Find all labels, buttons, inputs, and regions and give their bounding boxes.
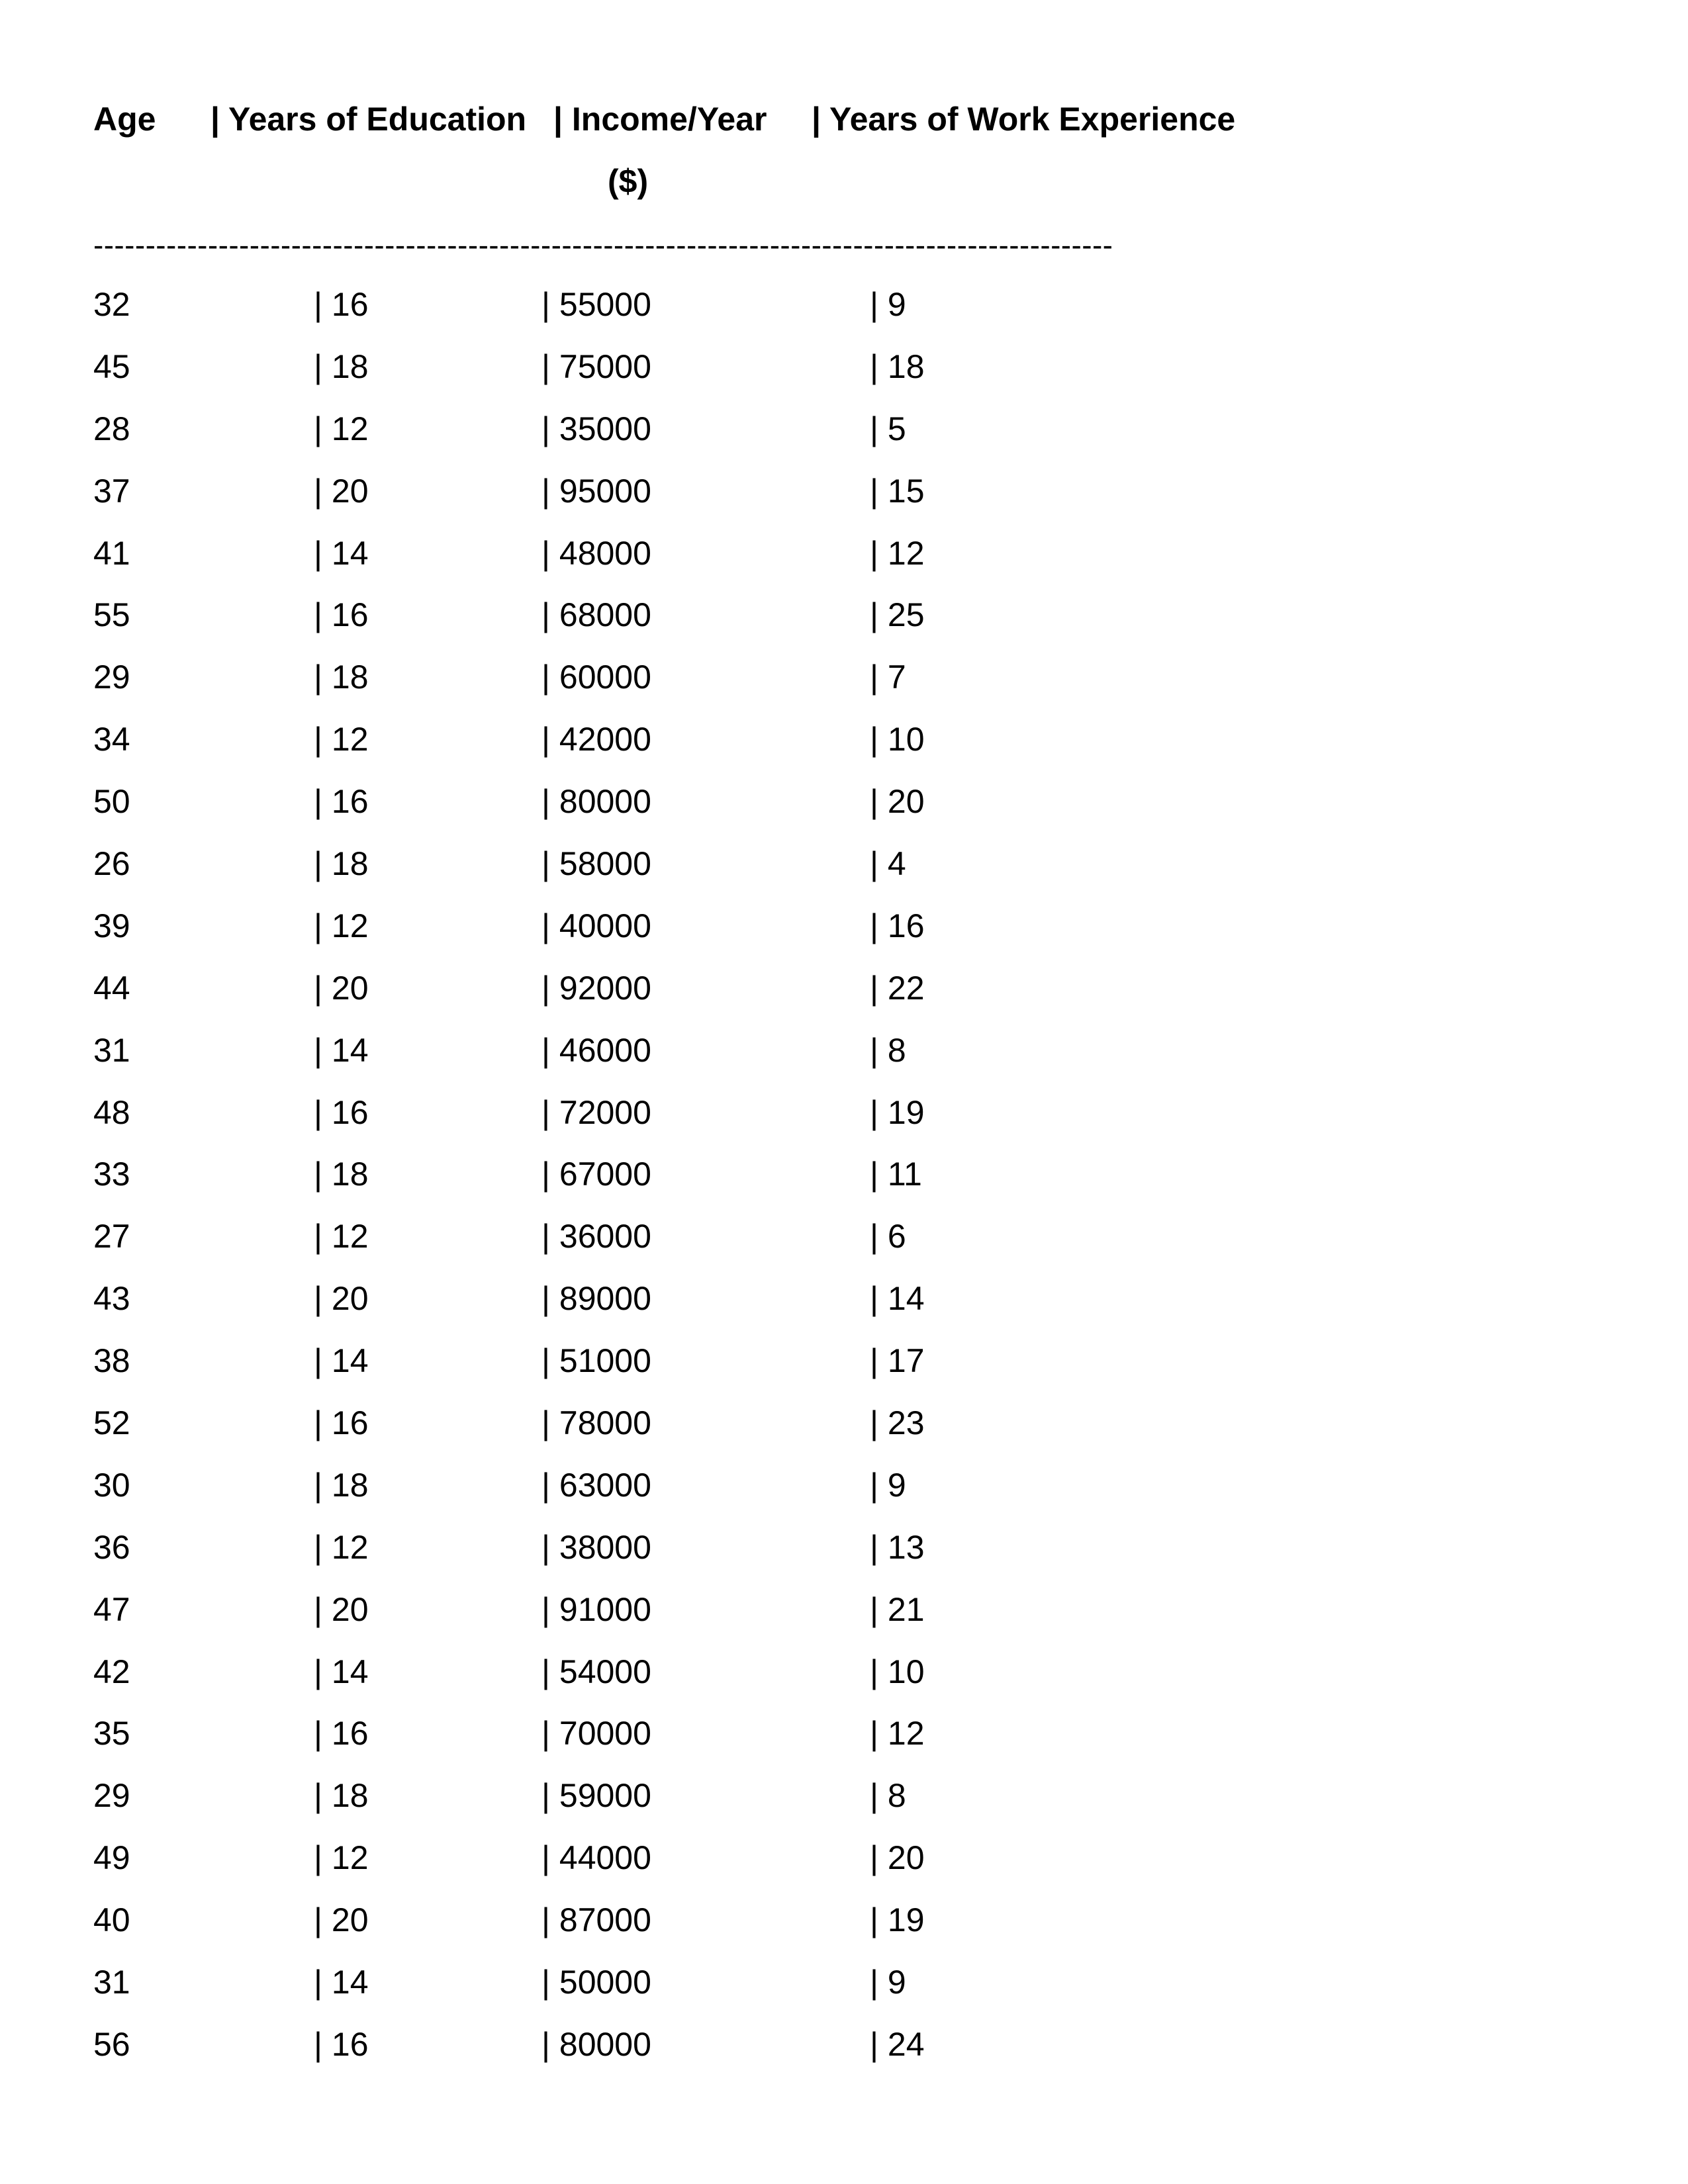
header-divider: --------------------------------------------------------------------------------------------------	[93, 228, 1113, 262]
cell-income: | 42000	[541, 721, 651, 758]
cell-years-of-education: | 20	[314, 1901, 369, 1939]
cell-income: | 72000	[541, 1093, 651, 1131]
cell-age: 42	[93, 1653, 130, 1690]
cell-work-experience: | 21	[870, 1590, 925, 1628]
cell-work-experience: | 12	[870, 534, 925, 572]
cell-age: 38	[93, 1342, 130, 1380]
cell-work-experience: | 19	[870, 1093, 925, 1131]
cell-work-experience: | 20	[870, 783, 925, 821]
cell-age: 27	[93, 1218, 130, 1255]
cell-years-of-education: | 16	[314, 1404, 369, 1442]
cell-work-experience: | 4	[870, 845, 906, 883]
table-row	[0, 780, 1688, 842]
header-age: Age	[93, 101, 156, 138]
cell-income: | 95000	[541, 472, 651, 510]
header-income-unit: ($)	[608, 163, 649, 200]
cell-age: 31	[93, 1964, 130, 2001]
table-row	[0, 718, 1688, 780]
cell-income: | 54000	[541, 1653, 651, 1690]
header-income-per-year: | Income/Year	[553, 101, 767, 138]
cell-income: | 75000	[541, 347, 651, 385]
cell-work-experience: | 9	[870, 1466, 906, 1504]
cell-years-of-education: | 14	[314, 1342, 369, 1380]
cell-years-of-education: | 14	[314, 1031, 369, 1069]
cell-work-experience: | 22	[870, 969, 925, 1007]
cell-income: | 80000	[541, 783, 651, 821]
cell-age: 43	[93, 1280, 130, 1318]
cell-work-experience: | 11	[870, 1156, 922, 1193]
header-years-of-education: | Years of Education	[211, 101, 527, 138]
cell-years-of-education: | 14	[314, 1653, 369, 1690]
cell-age: 35	[93, 1715, 130, 1752]
cell-age: 26	[93, 845, 130, 883]
cell-years-of-education: | 18	[314, 347, 369, 385]
cell-income: | 36000	[541, 1218, 651, 1255]
cell-work-experience: | 8	[870, 1777, 906, 1815]
cell-age: 41	[93, 534, 130, 572]
table-row	[0, 656, 1688, 718]
cell-income: | 60000	[541, 659, 651, 696]
cell-age: 29	[93, 1777, 130, 1815]
cell-age: 28	[93, 410, 130, 447]
cell-years-of-education: | 14	[314, 534, 369, 572]
cell-work-experience: | 20	[870, 1839, 925, 1877]
table-row	[0, 1464, 1688, 1526]
cell-years-of-education: | 18	[314, 1156, 369, 1193]
table-row	[0, 1402, 1688, 1464]
table-row	[0, 905, 1688, 967]
table-body	[0, 283, 1688, 2085]
table-row	[0, 1899, 1688, 1961]
cell-work-experience: | 16	[870, 907, 925, 944]
table-row	[0, 1340, 1688, 1402]
cell-years-of-education: | 12	[314, 1218, 369, 1255]
cell-age: 50	[93, 783, 130, 821]
table-row	[0, 1029, 1688, 1091]
cell-years-of-education: | 14	[314, 1964, 369, 2001]
table-row	[0, 1153, 1688, 1215]
cell-years-of-education: | 20	[314, 969, 369, 1007]
cell-age: 48	[93, 1093, 130, 1131]
table-row	[0, 1526, 1688, 1588]
cell-work-experience: | 12	[870, 1715, 925, 1752]
cell-years-of-education: | 16	[314, 286, 369, 323]
table-row	[0, 1837, 1688, 1899]
cell-age: 33	[93, 1156, 130, 1193]
cell-income: | 70000	[541, 1715, 651, 1752]
cell-income: | 89000	[541, 1280, 651, 1318]
cell-income: | 63000	[541, 1466, 651, 1504]
table-row	[0, 1215, 1688, 1277]
cell-age: 56	[93, 2025, 130, 2063]
cell-years-of-education: | 12	[314, 1528, 369, 1566]
cell-work-experience: | 17	[870, 1342, 925, 1380]
cell-work-experience: | 8	[870, 1031, 906, 1069]
cell-income: | 80000	[541, 2025, 651, 2063]
cell-work-experience: | 9	[870, 1964, 906, 2001]
cell-work-experience: | 15	[870, 472, 925, 510]
cell-income: | 87000	[541, 1901, 651, 1939]
table-row	[0, 1588, 1688, 1651]
cell-age: 34	[93, 721, 130, 758]
cell-income: | 91000	[541, 1590, 651, 1628]
cell-age: 36	[93, 1528, 130, 1566]
table-row	[0, 283, 1688, 345]
cell-income: | 59000	[541, 1777, 651, 1815]
cell-years-of-education: | 16	[314, 2025, 369, 2063]
table-row	[0, 842, 1688, 905]
cell-years-of-education: | 20	[314, 1590, 369, 1628]
cell-income: | 58000	[541, 845, 651, 883]
cell-age: 52	[93, 1404, 130, 1442]
table-header	[0, 98, 1688, 230]
cell-years-of-education: | 18	[314, 1466, 369, 1504]
cell-years-of-education: | 16	[314, 783, 369, 821]
cell-years-of-education: | 18	[314, 845, 369, 883]
table-row	[0, 1774, 1688, 1837]
cell-years-of-education: | 16	[314, 1093, 369, 1131]
cell-years-of-education: | 20	[314, 1280, 369, 1318]
cell-income: | 67000	[541, 1156, 651, 1193]
cell-age: 49	[93, 1839, 130, 1877]
cell-work-experience: | 25	[870, 596, 925, 634]
cell-work-experience: | 19	[870, 1901, 925, 1939]
cell-work-experience: | 7	[870, 659, 906, 696]
cell-work-experience: | 6	[870, 1218, 906, 1255]
cell-income: | 44000	[541, 1839, 651, 1877]
cell-years-of-education: | 20	[314, 472, 369, 510]
cell-years-of-education: | 16	[314, 596, 369, 634]
table-row	[0, 345, 1688, 408]
table-row	[0, 1277, 1688, 1340]
cell-income: | 50000	[541, 1964, 651, 2001]
table-row	[0, 1961, 1688, 2023]
table-row	[0, 594, 1688, 656]
cell-income: | 46000	[541, 1031, 651, 1069]
cell-work-experience: | 5	[870, 410, 906, 447]
cell-work-experience: | 23	[870, 1404, 925, 1442]
cell-income: | 68000	[541, 596, 651, 634]
cell-age: 55	[93, 596, 130, 634]
header-years-of-work-experience: | Years of Work Experience	[812, 101, 1236, 138]
cell-years-of-education: | 12	[314, 721, 369, 758]
cell-income: | 35000	[541, 410, 651, 447]
table-row	[0, 967, 1688, 1029]
cell-income: | 38000	[541, 1528, 651, 1566]
table-row	[0, 470, 1688, 532]
cell-age: 40	[93, 1901, 130, 1939]
cell-years-of-education: | 16	[314, 1715, 369, 1752]
table-row	[0, 1091, 1688, 1154]
table-row	[0, 1651, 1688, 1713]
cell-years-of-education: | 18	[314, 659, 369, 696]
cell-years-of-education: | 12	[314, 907, 369, 944]
cell-work-experience: | 10	[870, 721, 925, 758]
cell-age: 31	[93, 1031, 130, 1069]
cell-income: | 78000	[541, 1404, 651, 1442]
cell-income: | 48000	[541, 534, 651, 572]
cell-work-experience: | 14	[870, 1280, 925, 1318]
cell-years-of-education: | 12	[314, 1839, 369, 1877]
cell-age: 45	[93, 347, 130, 385]
cell-income: | 55000	[541, 286, 651, 323]
cell-age: 39	[93, 907, 130, 944]
cell-years-of-education: | 18	[314, 1777, 369, 1815]
cell-work-experience: | 24	[870, 2025, 925, 2063]
cell-work-experience: | 18	[870, 347, 925, 385]
table-row	[0, 2023, 1688, 2085]
table-row	[0, 1712, 1688, 1774]
cell-work-experience: | 10	[870, 1653, 925, 1690]
cell-income: | 40000	[541, 907, 651, 944]
table-row	[0, 408, 1688, 470]
cell-work-experience: | 13	[870, 1528, 925, 1566]
cell-age: 44	[93, 969, 130, 1007]
cell-income: | 92000	[541, 969, 651, 1007]
cell-age: 29	[93, 659, 130, 696]
table-row	[0, 532, 1688, 594]
cell-years-of-education: | 12	[314, 410, 369, 447]
cell-age: 30	[93, 1466, 130, 1504]
cell-age: 37	[93, 472, 130, 510]
cell-age: 47	[93, 1590, 130, 1628]
cell-age: 32	[93, 286, 130, 323]
cell-work-experience: | 9	[870, 286, 906, 323]
cell-income: | 51000	[541, 1342, 651, 1380]
